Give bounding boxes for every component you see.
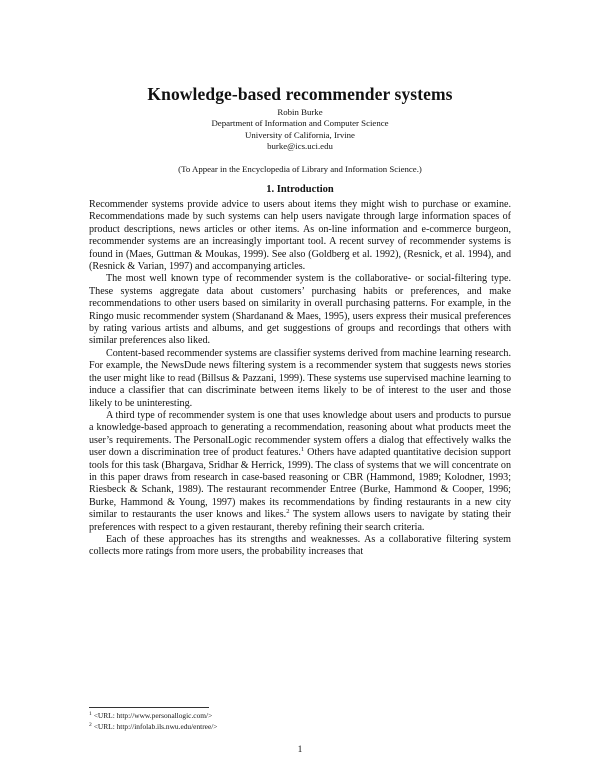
paragraph-1: Recommender systems provide advice to users about items they might wish to purchase or examine. Recommendations made by such systems can help users navigate through large information spaces of product descriptions, news articles or other items. As on-line information and e-commerce burgeon, recommender systems are an increasingly important tool. A recent survey of recommender systems is found in (Maes, Guttman & Moukas, 1999). See also (Goldberg et al. 1992), (Resnick, et al. 1994), and (Resnick & Varian, 1997) and accompanying articles. (89, 199, 511, 273)
footnote-url: <URL: http://infolab.ils.nwu.edu/entree/> (93, 721, 218, 731)
appearance-note: (To Appear in the Encyclopedia of Library and Information Science.) (178, 164, 422, 174)
paragraph-4-part-b: Others have adapted quantitative decision support tools for this task (Bhargava, Sridhar & Herrick, 1999). The class of systems that we will concentrate on in this paper draws from research in case-based reasoning or CBR (Hammond, 1989; Kolodner, 1993; Riesbeck & Schank, 1989). The restaurant recommender Entree (Burke, Hammond & Cooper, 1996; Burke, Hammond & Young, 1997) makes its recommendations by finding restaurants in a new city similar to restaurants the user knows and likes. (89, 447, 511, 521)
paragraph-4-part-c: The system allows users to navigate by stating their preferences with respect to a given restaurant, thereby refining their search criteria. (89, 509, 512, 533)
author-name: Robin Burke (277, 107, 323, 117)
section-heading: 1. Introduction (266, 184, 334, 195)
paragraph-5: Each of these approaches has its strengths and weaknesses. As a collaborative filtering system collects more ratings from more users, the probability increases that (89, 533, 511, 558)
footnote-divider (89, 707, 209, 708)
body-text (89, 199, 511, 559)
footnote-number: 2 (89, 721, 92, 728)
author-email: burke@ics.uci.edu (267, 140, 333, 151)
paragraph-2: The most well known type of recommender system is the collaborative- or social-filtering type. These systems aggregate data about customers’ purchasing habits or preferences, and make recommendations to other users based on similarity in overall purchasing patterns. For example, in the Ringo music recommender system (Shardanand & Maes, 1995), users express their musical preferences by rating various artists and albums, and get suggestions of groups and recordings that others with similar preferences also liked. (89, 273, 511, 347)
footnote-1 (89, 711, 511, 722)
footnote-ref-2: 2 (286, 508, 290, 516)
page-number: 1 (297, 745, 303, 755)
footnote-ref-1: 1 (300, 446, 305, 454)
paragraph-4 (89, 410, 511, 534)
author-department: Department of Information and Computer Science (211, 118, 389, 129)
paper-title: Knowledge-based recommender systems (147, 84, 453, 104)
footnotes (89, 711, 511, 732)
paragraph-4-part-a: A third type of recommender system is one that uses knowledge about users and products to pursue a knowledge-based approach to generating a recommendation, reasoning about what products meet the user’s requirements. The PersonalLogic recommender system offers a dialog that effectively walks the user down a discrimination tree of product features. (89, 409, 511, 459)
paragraph-3: Content-based recommender systems are classifier systems derived from machine learning research. For example, the NewsDude news filtering system is a recommender system that suggests news stories the user might like to read (Billsus & Pazzani, 1999). These systems use supervised machine learning to induce a classifier that can discriminate between items likely to be of interest to the user and those likely to be uninteresting. (89, 347, 512, 409)
footnote-2 (89, 722, 511, 733)
author-university: University of California, Irvine (245, 129, 355, 140)
author-block (0, 107, 600, 152)
footnote-url: <URL: http://www.personallogic.com/> (93, 711, 213, 720)
footnote-number: 1 (89, 711, 92, 717)
